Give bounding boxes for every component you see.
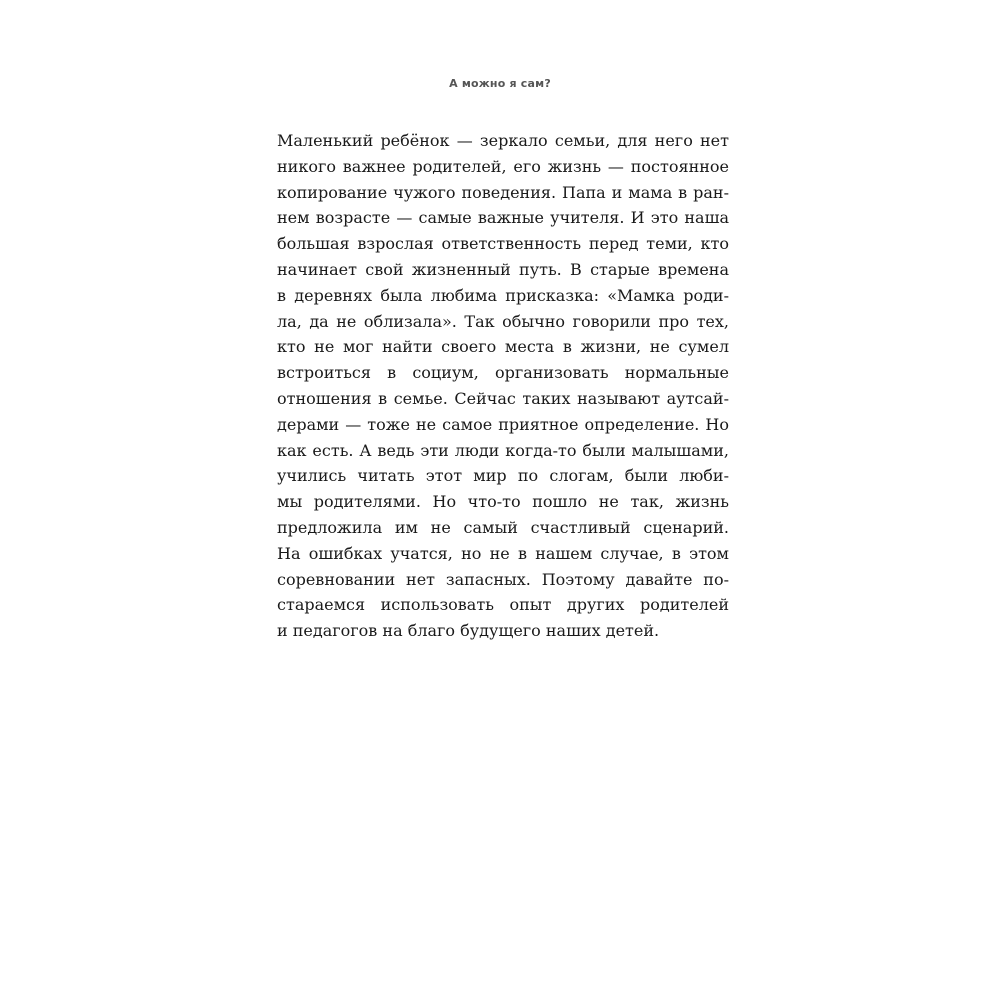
text-line: Маленький ребёнок — зеркало семьи, для него нет (277, 131, 729, 150)
text-line: кто не мог найти своего места в жизни, не сумел (277, 337, 729, 357)
text-line: в деревнях была любима присказка: «Мамка роди- (277, 285, 729, 305)
text-line: начинает свой жизненный путь. В старые времена (277, 259, 729, 279)
text-line: ла, да не облизала». Так обычно говорили про тех, (277, 311, 729, 331)
text-line: как есть. А ведь эти люди когда-то были малышами, (277, 440, 729, 460)
text-line: и педагогов на благо будущего наших детей. (277, 621, 660, 641)
text-line: мы родителями. Но что-то пошло не так, жизнь (277, 492, 729, 512)
text-line: встроиться в социум, организовать нормальные (277, 363, 729, 383)
text-line: никого важнее родителей, его жизнь — постоянное (277, 156, 729, 176)
text-line: дерами — тоже не самое приятное определение. Но (277, 414, 729, 434)
text-line: На ошибках учатся, но не в нашем случае, в этом (277, 543, 729, 563)
text-line: соревновании нет запасных. Поэтому давайте по- (277, 569, 729, 589)
text-line: нем возрасте — самые важные учителя. И это наша (277, 208, 729, 228)
text-line: учились читать этот мир по слогам, были люби- (277, 466, 729, 486)
text-line: отношения в семье. Сейчас таких называют аутсай- (277, 388, 729, 408)
text-line: стараемся использовать опыт других родителей (277, 595, 729, 615)
body-paragraph (277, 128, 729, 644)
text-line: предложила им не самый счастливый сценарий. (277, 517, 729, 537)
text-line: копирование чужого поведения. Папа и мама в ран- (277, 182, 729, 202)
running-header: А можно я сам? (449, 77, 551, 90)
text-line: большая взрослая ответственность перед теми, кто (277, 234, 729, 254)
